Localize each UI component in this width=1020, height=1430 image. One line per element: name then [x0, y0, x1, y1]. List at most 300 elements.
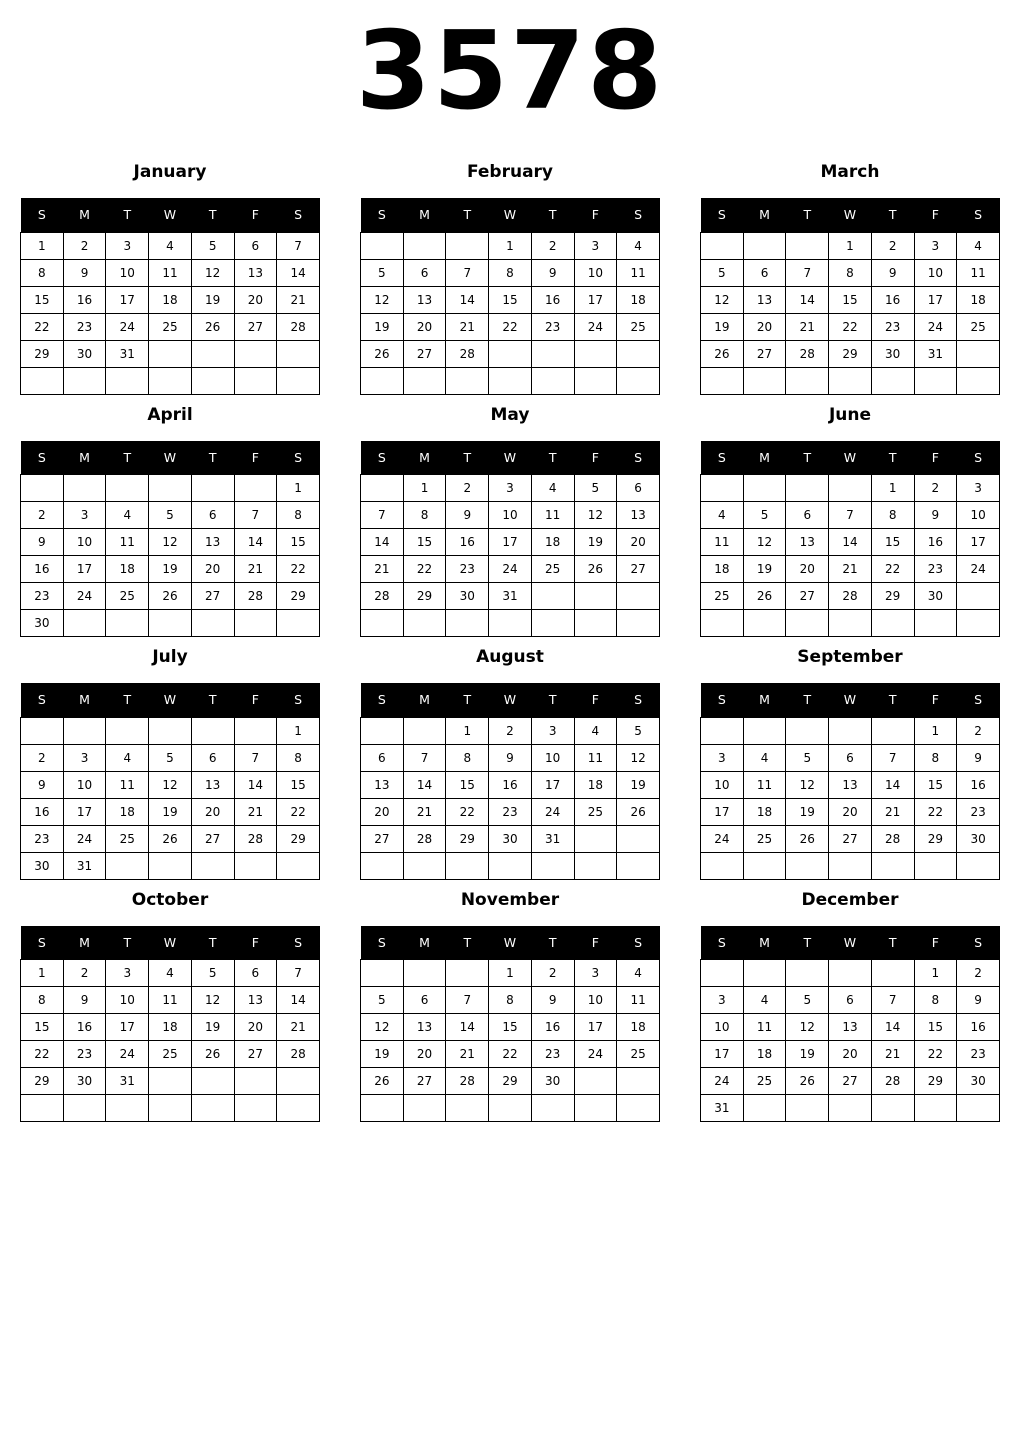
day-cell[interactable]: 4 — [701, 502, 744, 529]
day-cell[interactable]: 16 — [63, 1014, 106, 1041]
day-cell[interactable]: 26 — [149, 825, 192, 852]
day-cell[interactable]: 1 — [914, 717, 957, 744]
day-cell[interactable]: 20 — [361, 798, 404, 825]
day-cell[interactable]: 21 — [277, 1014, 320, 1041]
day-cell[interactable]: 17 — [531, 771, 574, 798]
day-cell[interactable]: 15 — [829, 286, 872, 313]
day-cell[interactable]: 16 — [446, 529, 489, 556]
day-cell[interactable]: 14 — [871, 771, 914, 798]
day-cell[interactable]: 12 — [574, 502, 617, 529]
day-cell[interactable]: 14 — [871, 1014, 914, 1041]
day-cell[interactable]: 26 — [149, 583, 192, 610]
day-cell[interactable]: 20 — [786, 556, 829, 583]
day-cell[interactable]: 25 — [574, 798, 617, 825]
day-cell[interactable]: 30 — [871, 340, 914, 367]
day-cell[interactable]: 18 — [106, 556, 149, 583]
day-cell[interactable]: 11 — [957, 259, 1000, 286]
day-cell[interactable]: 5 — [361, 987, 404, 1014]
day-cell[interactable]: 1 — [21, 232, 64, 259]
day-cell[interactable]: 29 — [21, 340, 64, 367]
day-cell[interactable]: 27 — [617, 556, 660, 583]
day-cell[interactable]: 21 — [871, 1041, 914, 1068]
day-cell[interactable]: 16 — [957, 771, 1000, 798]
day-cell[interactable]: 26 — [701, 340, 744, 367]
day-cell[interactable]: 8 — [403, 502, 446, 529]
day-cell[interactable]: 19 — [617, 771, 660, 798]
day-cell[interactable]: 27 — [829, 825, 872, 852]
day-cell[interactable]: 20 — [743, 313, 786, 340]
day-cell[interactable]: 6 — [234, 960, 277, 987]
day-cell[interactable]: 15 — [446, 771, 489, 798]
day-cell[interactable]: 30 — [957, 1068, 1000, 1095]
day-cell[interactable]: 15 — [277, 771, 320, 798]
day-cell[interactable]: 4 — [149, 232, 192, 259]
day-cell[interactable]: 1 — [277, 717, 320, 744]
day-cell[interactable]: 16 — [531, 1014, 574, 1041]
day-cell[interactable]: 30 — [446, 583, 489, 610]
day-cell[interactable]: 26 — [786, 1068, 829, 1095]
day-cell[interactable]: 14 — [403, 771, 446, 798]
day-cell[interactable]: 23 — [21, 825, 64, 852]
day-cell[interactable]: 22 — [914, 798, 957, 825]
day-cell[interactable]: 11 — [743, 771, 786, 798]
day-cell[interactable]: 20 — [234, 1014, 277, 1041]
day-cell[interactable]: 13 — [743, 286, 786, 313]
day-cell[interactable]: 14 — [361, 529, 404, 556]
day-cell[interactable]: 13 — [361, 771, 404, 798]
day-cell[interactable]: 5 — [191, 960, 234, 987]
day-cell[interactable]: 20 — [829, 1041, 872, 1068]
day-cell[interactable]: 30 — [489, 825, 532, 852]
day-cell[interactable]: 27 — [361, 825, 404, 852]
day-cell[interactable]: 12 — [786, 771, 829, 798]
day-cell[interactable]: 4 — [574, 717, 617, 744]
day-cell[interactable]: 3 — [957, 475, 1000, 502]
day-cell[interactable]: 13 — [234, 987, 277, 1014]
day-cell[interactable]: 8 — [871, 502, 914, 529]
day-cell[interactable]: 22 — [21, 313, 64, 340]
day-cell[interactable]: 30 — [63, 340, 106, 367]
day-cell[interactable]: 9 — [531, 259, 574, 286]
day-cell[interactable]: 27 — [403, 340, 446, 367]
day-cell[interactable]: 30 — [957, 825, 1000, 852]
day-cell[interactable]: 2 — [531, 232, 574, 259]
day-cell[interactable]: 9 — [21, 529, 64, 556]
day-cell[interactable]: 1 — [914, 960, 957, 987]
day-cell[interactable]: 11 — [106, 771, 149, 798]
day-cell[interactable]: 12 — [361, 1014, 404, 1041]
day-cell[interactable]: 1 — [871, 475, 914, 502]
day-cell[interactable]: 3 — [106, 960, 149, 987]
day-cell[interactable]: 28 — [234, 825, 277, 852]
day-cell[interactable]: 14 — [786, 286, 829, 313]
day-cell[interactable]: 13 — [191, 771, 234, 798]
day-cell[interactable]: 5 — [149, 502, 192, 529]
day-cell[interactable]: 27 — [743, 340, 786, 367]
day-cell[interactable]: 28 — [403, 825, 446, 852]
day-cell[interactable]: 12 — [149, 529, 192, 556]
day-cell[interactable]: 9 — [446, 502, 489, 529]
day-cell[interactable]: 3 — [701, 744, 744, 771]
day-cell[interactable]: 25 — [617, 1041, 660, 1068]
day-cell[interactable]: 21 — [446, 1041, 489, 1068]
day-cell[interactable]: 20 — [829, 798, 872, 825]
day-cell[interactable]: 28 — [446, 340, 489, 367]
day-cell[interactable]: 4 — [531, 475, 574, 502]
day-cell[interactable]: 21 — [786, 313, 829, 340]
day-cell[interactable]: 13 — [403, 286, 446, 313]
day-cell[interactable]: 13 — [786, 529, 829, 556]
day-cell[interactable]: 3 — [531, 717, 574, 744]
day-cell[interactable]: 22 — [489, 313, 532, 340]
day-cell[interactable]: 25 — [701, 583, 744, 610]
day-cell[interactable]: 14 — [277, 259, 320, 286]
day-cell[interactable]: 5 — [191, 232, 234, 259]
day-cell[interactable]: 28 — [277, 1041, 320, 1068]
day-cell[interactable]: 8 — [277, 744, 320, 771]
day-cell[interactable]: 11 — [574, 744, 617, 771]
day-cell[interactable]: 24 — [574, 1041, 617, 1068]
day-cell[interactable]: 28 — [829, 583, 872, 610]
day-cell[interactable]: 16 — [957, 1014, 1000, 1041]
day-cell[interactable]: 13 — [617, 502, 660, 529]
day-cell[interactable]: 10 — [63, 529, 106, 556]
day-cell[interactable]: 1 — [489, 232, 532, 259]
day-cell[interactable]: 2 — [446, 475, 489, 502]
day-cell[interactable]: 23 — [957, 798, 1000, 825]
day-cell[interactable]: 29 — [277, 583, 320, 610]
day-cell[interactable]: 11 — [617, 987, 660, 1014]
day-cell[interactable]: 20 — [403, 1041, 446, 1068]
day-cell[interactable]: 2 — [957, 717, 1000, 744]
day-cell[interactable]: 6 — [403, 987, 446, 1014]
day-cell[interactable]: 31 — [914, 340, 957, 367]
day-cell[interactable]: 10 — [531, 744, 574, 771]
day-cell[interactable]: 31 — [489, 583, 532, 610]
day-cell[interactable]: 6 — [786, 502, 829, 529]
day-cell[interactable]: 6 — [743, 259, 786, 286]
day-cell[interactable]: 22 — [829, 313, 872, 340]
day-cell[interactable]: 19 — [361, 1041, 404, 1068]
day-cell[interactable]: 16 — [871, 286, 914, 313]
day-cell[interactable]: 29 — [277, 825, 320, 852]
day-cell[interactable]: 12 — [361, 286, 404, 313]
day-cell[interactable]: 14 — [234, 771, 277, 798]
day-cell[interactable]: 6 — [403, 259, 446, 286]
day-cell[interactable]: 21 — [446, 313, 489, 340]
day-cell[interactable]: 10 — [63, 771, 106, 798]
day-cell[interactable]: 28 — [277, 313, 320, 340]
day-cell[interactable]: 14 — [829, 529, 872, 556]
day-cell[interactable]: 2 — [63, 232, 106, 259]
day-cell[interactable]: 15 — [914, 771, 957, 798]
day-cell[interactable]: 24 — [701, 825, 744, 852]
day-cell[interactable]: 10 — [106, 987, 149, 1014]
day-cell[interactable]: 10 — [574, 259, 617, 286]
day-cell[interactable]: 27 — [829, 1068, 872, 1095]
day-cell[interactable]: 26 — [191, 313, 234, 340]
day-cell[interactable]: 11 — [149, 259, 192, 286]
day-cell[interactable]: 23 — [63, 1041, 106, 1068]
day-cell[interactable]: 1 — [446, 717, 489, 744]
day-cell[interactable]: 4 — [106, 744, 149, 771]
day-cell[interactable]: 17 — [574, 1014, 617, 1041]
day-cell[interactable]: 15 — [489, 1014, 532, 1041]
day-cell[interactable]: 30 — [21, 610, 64, 637]
day-cell[interactable]: 29 — [21, 1068, 64, 1095]
day-cell[interactable]: 27 — [786, 583, 829, 610]
day-cell[interactable]: 10 — [106, 259, 149, 286]
day-cell[interactable]: 5 — [574, 475, 617, 502]
day-cell[interactable]: 12 — [191, 987, 234, 1014]
day-cell[interactable]: 22 — [21, 1041, 64, 1068]
day-cell[interactable]: 11 — [106, 529, 149, 556]
day-cell[interactable]: 22 — [914, 1041, 957, 1068]
day-cell[interactable]: 20 — [191, 556, 234, 583]
day-cell[interactable]: 5 — [361, 259, 404, 286]
day-cell[interactable]: 26 — [743, 583, 786, 610]
day-cell[interactable]: 11 — [701, 529, 744, 556]
day-cell[interactable]: 14 — [446, 286, 489, 313]
day-cell[interactable]: 2 — [914, 475, 957, 502]
day-cell[interactable]: 5 — [149, 744, 192, 771]
day-cell[interactable]: 19 — [701, 313, 744, 340]
day-cell[interactable]: 25 — [106, 825, 149, 852]
day-cell[interactable]: 31 — [63, 852, 106, 879]
day-cell[interactable]: 24 — [63, 825, 106, 852]
day-cell[interactable]: 2 — [489, 717, 532, 744]
day-cell[interactable]: 12 — [149, 771, 192, 798]
day-cell[interactable]: 6 — [191, 744, 234, 771]
day-cell[interactable]: 17 — [701, 798, 744, 825]
day-cell[interactable]: 4 — [743, 744, 786, 771]
day-cell[interactable]: 18 — [743, 798, 786, 825]
day-cell[interactable]: 25 — [617, 313, 660, 340]
day-cell[interactable]: 4 — [957, 232, 1000, 259]
day-cell[interactable]: 17 — [63, 798, 106, 825]
day-cell[interactable]: 27 — [403, 1068, 446, 1095]
day-cell[interactable]: 1 — [21, 960, 64, 987]
day-cell[interactable]: 7 — [361, 502, 404, 529]
day-cell[interactable]: 21 — [234, 556, 277, 583]
day-cell[interactable]: 22 — [446, 798, 489, 825]
day-cell[interactable]: 20 — [191, 798, 234, 825]
day-cell[interactable]: 28 — [361, 583, 404, 610]
day-cell[interactable]: 3 — [701, 987, 744, 1014]
day-cell[interactable]: 23 — [446, 556, 489, 583]
day-cell[interactable]: 9 — [489, 744, 532, 771]
day-cell[interactable]: 2 — [21, 744, 64, 771]
day-cell[interactable]: 30 — [914, 583, 957, 610]
day-cell[interactable]: 22 — [871, 556, 914, 583]
day-cell[interactable]: 10 — [914, 259, 957, 286]
day-cell[interactable]: 23 — [489, 798, 532, 825]
day-cell[interactable]: 29 — [914, 825, 957, 852]
day-cell[interactable]: 18 — [957, 286, 1000, 313]
day-cell[interactable]: 19 — [191, 286, 234, 313]
day-cell[interactable]: 18 — [531, 529, 574, 556]
day-cell[interactable]: 29 — [914, 1068, 957, 1095]
day-cell[interactable]: 23 — [871, 313, 914, 340]
day-cell[interactable]: 11 — [743, 1014, 786, 1041]
day-cell[interactable]: 7 — [786, 259, 829, 286]
day-cell[interactable]: 15 — [21, 286, 64, 313]
day-cell[interactable]: 13 — [234, 259, 277, 286]
day-cell[interactable]: 13 — [829, 771, 872, 798]
day-cell[interactable]: 3 — [574, 960, 617, 987]
day-cell[interactable]: 8 — [489, 987, 532, 1014]
day-cell[interactable]: 18 — [149, 1014, 192, 1041]
day-cell[interactable]: 15 — [871, 529, 914, 556]
day-cell[interactable]: 18 — [149, 286, 192, 313]
day-cell[interactable]: 22 — [403, 556, 446, 583]
day-cell[interactable]: 8 — [277, 502, 320, 529]
day-cell[interactable]: 26 — [361, 1068, 404, 1095]
day-cell[interactable]: 11 — [531, 502, 574, 529]
day-cell[interactable]: 2 — [957, 960, 1000, 987]
day-cell[interactable]: 4 — [106, 502, 149, 529]
day-cell[interactable]: 19 — [149, 798, 192, 825]
day-cell[interactable]: 13 — [191, 529, 234, 556]
day-cell[interactable]: 28 — [871, 825, 914, 852]
day-cell[interactable]: 18 — [701, 556, 744, 583]
day-cell[interactable]: 5 — [786, 987, 829, 1014]
day-cell[interactable]: 25 — [531, 556, 574, 583]
day-cell[interactable]: 1 — [829, 232, 872, 259]
day-cell[interactable]: 6 — [617, 475, 660, 502]
day-cell[interactable]: 21 — [361, 556, 404, 583]
day-cell[interactable]: 13 — [829, 1014, 872, 1041]
day-cell[interactable]: 16 — [489, 771, 532, 798]
day-cell[interactable]: 22 — [277, 798, 320, 825]
day-cell[interactable]: 29 — [871, 583, 914, 610]
day-cell[interactable]: 13 — [403, 1014, 446, 1041]
day-cell[interactable]: 7 — [446, 987, 489, 1014]
day-cell[interactable]: 24 — [531, 798, 574, 825]
day-cell[interactable]: 10 — [701, 771, 744, 798]
day-cell[interactable]: 21 — [234, 798, 277, 825]
day-cell[interactable]: 10 — [957, 502, 1000, 529]
day-cell[interactable]: 21 — [403, 798, 446, 825]
day-cell[interactable]: 29 — [829, 340, 872, 367]
day-cell[interactable]: 17 — [106, 286, 149, 313]
day-cell[interactable]: 23 — [957, 1041, 1000, 1068]
day-cell[interactable]: 27 — [191, 583, 234, 610]
day-cell[interactable]: 10 — [701, 1014, 744, 1041]
day-cell[interactable]: 16 — [914, 529, 957, 556]
day-cell[interactable]: 28 — [871, 1068, 914, 1095]
day-cell[interactable]: 24 — [701, 1068, 744, 1095]
day-cell[interactable]: 22 — [277, 556, 320, 583]
day-cell[interactable]: 7 — [277, 232, 320, 259]
day-cell[interactable]: 7 — [234, 744, 277, 771]
day-cell[interactable]: 25 — [149, 1041, 192, 1068]
day-cell[interactable]: 23 — [63, 313, 106, 340]
day-cell[interactable]: 24 — [106, 313, 149, 340]
day-cell[interactable]: 5 — [743, 502, 786, 529]
day-cell[interactable]: 29 — [489, 1068, 532, 1095]
day-cell[interactable]: 30 — [63, 1068, 106, 1095]
day-cell[interactable]: 1 — [277, 475, 320, 502]
day-cell[interactable]: 20 — [403, 313, 446, 340]
day-cell[interactable]: 25 — [106, 583, 149, 610]
day-cell[interactable]: 24 — [914, 313, 957, 340]
day-cell[interactable]: 6 — [829, 987, 872, 1014]
day-cell[interactable]: 6 — [234, 232, 277, 259]
day-cell[interactable]: 20 — [234, 286, 277, 313]
day-cell[interactable]: 25 — [149, 313, 192, 340]
day-cell[interactable]: 2 — [63, 960, 106, 987]
day-cell[interactable]: 12 — [701, 286, 744, 313]
day-cell[interactable]: 11 — [617, 259, 660, 286]
day-cell[interactable]: 31 — [106, 1068, 149, 1095]
day-cell[interactable]: 24 — [489, 556, 532, 583]
day-cell[interactable]: 28 — [786, 340, 829, 367]
day-cell[interactable]: 19 — [743, 556, 786, 583]
day-cell[interactable]: 11 — [149, 987, 192, 1014]
day-cell[interactable]: 7 — [403, 744, 446, 771]
day-cell[interactable]: 25 — [743, 1068, 786, 1095]
day-cell[interactable]: 16 — [531, 286, 574, 313]
day-cell[interactable]: 9 — [871, 259, 914, 286]
day-cell[interactable]: 2 — [531, 960, 574, 987]
day-cell[interactable]: 6 — [191, 502, 234, 529]
day-cell[interactable]: 8 — [489, 259, 532, 286]
day-cell[interactable]: 9 — [21, 771, 64, 798]
day-cell[interactable]: 3 — [106, 232, 149, 259]
day-cell[interactable]: 14 — [234, 529, 277, 556]
day-cell[interactable]: 17 — [701, 1041, 744, 1068]
day-cell[interactable]: 24 — [574, 313, 617, 340]
day-cell[interactable]: 7 — [234, 502, 277, 529]
day-cell[interactable]: 20 — [617, 529, 660, 556]
day-cell[interactable]: 24 — [63, 583, 106, 610]
day-cell[interactable]: 28 — [446, 1068, 489, 1095]
day-cell[interactable]: 10 — [574, 987, 617, 1014]
day-cell[interactable]: 3 — [914, 232, 957, 259]
day-cell[interactable]: 26 — [574, 556, 617, 583]
day-cell[interactable]: 16 — [21, 556, 64, 583]
day-cell[interactable]: 26 — [361, 340, 404, 367]
day-cell[interactable]: 15 — [277, 529, 320, 556]
day-cell[interactable]: 18 — [617, 286, 660, 313]
day-cell[interactable]: 9 — [914, 502, 957, 529]
day-cell[interactable]: 5 — [701, 259, 744, 286]
day-cell[interactable]: 17 — [574, 286, 617, 313]
day-cell[interactable]: 29 — [446, 825, 489, 852]
day-cell[interactable]: 19 — [786, 1041, 829, 1068]
day-cell[interactable]: 8 — [446, 744, 489, 771]
day-cell[interactable]: 17 — [106, 1014, 149, 1041]
day-cell[interactable]: 7 — [446, 259, 489, 286]
day-cell[interactable]: 10 — [489, 502, 532, 529]
day-cell[interactable]: 27 — [191, 825, 234, 852]
day-cell[interactable]: 28 — [234, 583, 277, 610]
day-cell[interactable]: 3 — [63, 744, 106, 771]
day-cell[interactable]: 14 — [277, 987, 320, 1014]
day-cell[interactable]: 15 — [403, 529, 446, 556]
day-cell[interactable]: 1 — [489, 960, 532, 987]
day-cell[interactable]: 16 — [21, 798, 64, 825]
day-cell[interactable]: 19 — [574, 529, 617, 556]
day-cell[interactable]: 8 — [21, 259, 64, 286]
day-cell[interactable]: 8 — [914, 987, 957, 1014]
day-cell[interactable]: 18 — [743, 1041, 786, 1068]
day-cell[interactable]: 23 — [21, 583, 64, 610]
day-cell[interactable]: 18 — [106, 798, 149, 825]
day-cell[interactable]: 12 — [743, 529, 786, 556]
day-cell[interactable]: 4 — [149, 960, 192, 987]
